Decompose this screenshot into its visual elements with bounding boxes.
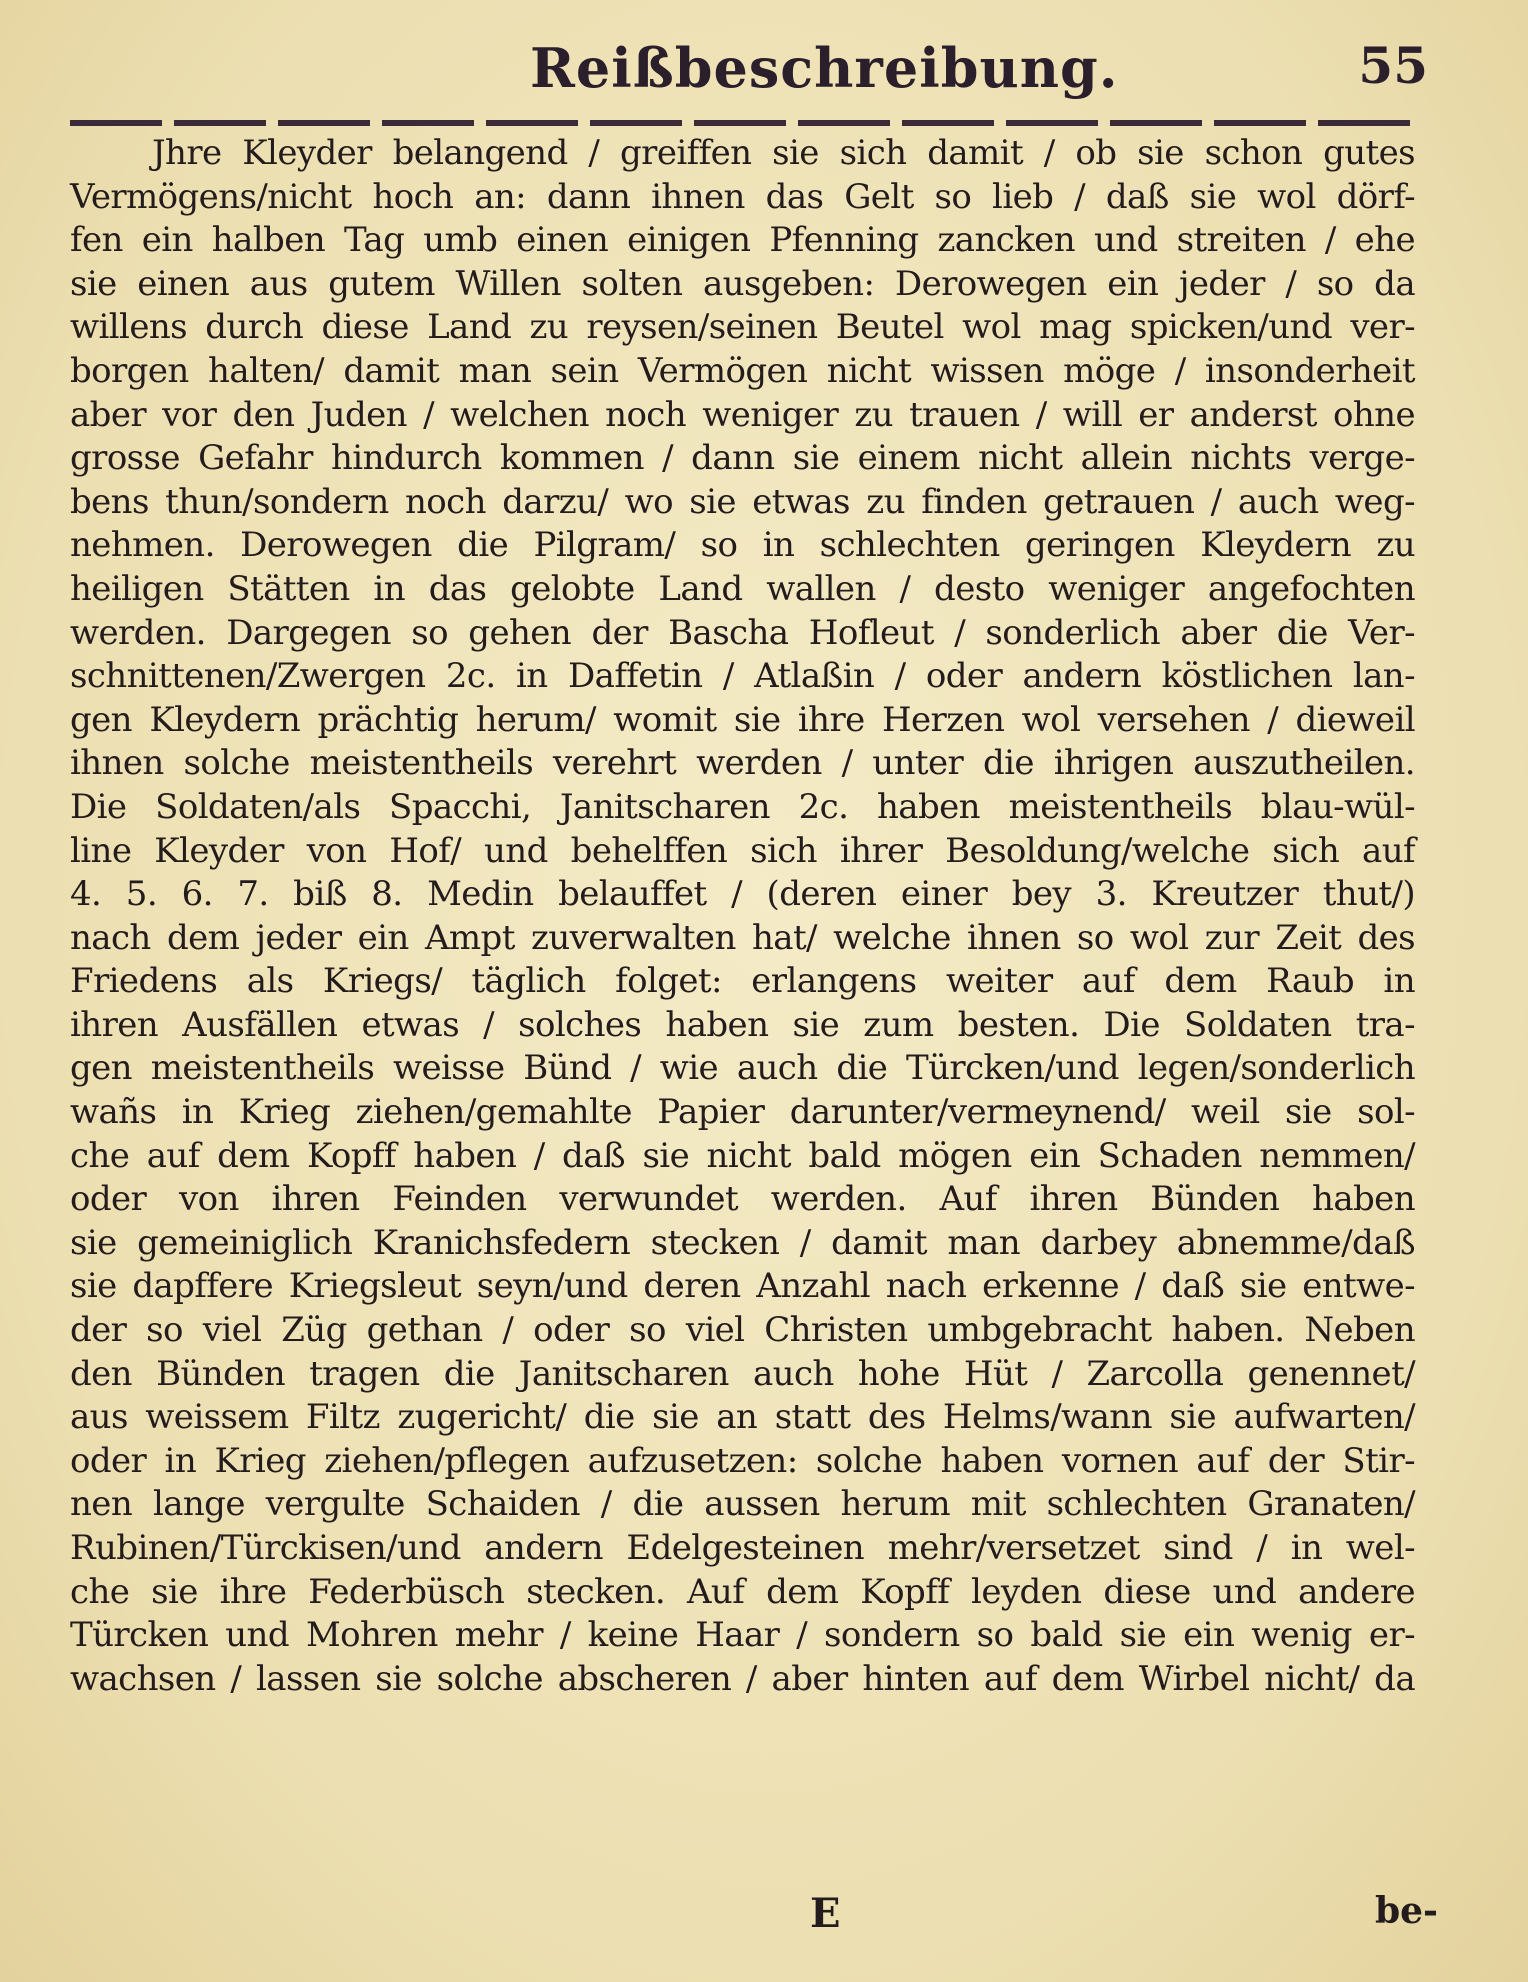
text-line: fen ein halben Tag umb einen einigen Pfenning zancken und streiten / ehe [70, 220, 1415, 261]
text-line: ihren Ausfällen etwas / solches haben sie zum besten. Die Soldaten tra- [70, 1004, 1415, 1045]
text-line: willens durch diese Land zu reysen/seinen Beutel wol mag spicken/und ver- [70, 307, 1415, 348]
running-title: Reißbeschreibung. [530, 36, 1119, 100]
text-line: che auf dem Kopff haben / daß sie nicht bald mögen ein Schaden nemmen/ [70, 1135, 1415, 1176]
text-line: sie einen aus gutem Willen solten ausgeben: Derowegen ein jeder / so da [70, 263, 1415, 304]
text-line: schnittenen/Zwergen 2c. in Daffetin / Atlaßin / oder andern köstlichen lan- [70, 656, 1415, 697]
text-line: nen lange vergulte Schaiden / die aussen herum mit schlechten Granaten/ [70, 1484, 1415, 1525]
text-line: borgen halten/ damit man sein Vermögen nicht wissen möge / insonderheit [70, 350, 1415, 391]
text-line: gen meistentheils weisse Bünd / wie auch die Türcken/und legen/sonderlich [70, 1048, 1415, 1089]
header-rule [70, 120, 1410, 126]
text-line: Vermögens/nicht hoch an: dann ihnen das Gelt so lieb / daß sie wol dörf- [70, 176, 1415, 217]
text-line: heiligen Stätten in das gelobte Land wallen / desto weniger angefochten [70, 568, 1415, 609]
text-line: Türcken und Mohren mehr / keine Haar / sondern so bald sie ein wenig er- [70, 1615, 1415, 1656]
text-line: den Bünden tragen die Janitscharen auch hohe Hüt / Zarcolla genennet/ [70, 1353, 1415, 1394]
text-line: wachsen / lassen sie solche abscheren / aber hinten auf dem Wirbel nicht/ da [70, 1658, 1415, 1699]
text-line: sie gemeiniglich Kranichsfedern stecken / damit man darbey abnemme/daß [70, 1222, 1415, 1263]
text-line: werden. Dargegen so gehen der Bascha Hofleut / sonderlich aber die Ver- [70, 612, 1415, 653]
text-line: aber vor den Juden / welchen noch weniger zu trauen / will er anderst ohne [70, 394, 1415, 435]
text-line: Rubinen/Türckisen/und andern Edelgesteinen mehr/versetzet sind / in wel- [70, 1528, 1415, 1568]
text-line: Die Soldaten/als Spacchi, Janitscharen 2c. haben meistentheils blau-wül- [70, 786, 1415, 827]
text-line: oder von ihren Feinden verwundet werden. Auf ihren Bünden haben [70, 1179, 1415, 1220]
text-line: gen Kleydern prächtig herum/ womit sie ihre Herzen wol versehen / dieweil [70, 699, 1415, 740]
body-text [70, 132, 1415, 1701]
text-line: nach dem jeder ein Ampt zuverwalten hat/ welche ihnen so wol zur Zeit des [70, 917, 1415, 958]
page-header [70, 28, 1458, 118]
text-line: che sie ihre Federbüsch stecken. Auf dem Kopff leyden diese und andere [70, 1571, 1415, 1612]
text-line: Friedens als Kriegs/ täglich folget: erlangens weiter auf dem Raub in [70, 961, 1415, 1002]
text-line: oder in Krieg ziehen/pflegen aufzusetzen: solche haben vornen auf der Stir- [70, 1440, 1415, 1481]
text-line: sie dapffere Kriegsleut seyn/und deren Anzahl nach erkenne / daß sie entwe- [70, 1266, 1415, 1307]
text-line: nehmen. Derowegen die Pilgram/ so in schlechten geringen Kleydern zu [70, 525, 1415, 566]
text-line: wañs in Krieg ziehen/gemahlte Papier darunter/vermeynend/ weil sie sol- [70, 1092, 1415, 1133]
text-line: bens thun/sondern noch darzu/ wo sie etwas zu finden getrauen / auch weg- [70, 481, 1415, 522]
page-number: 55 [1358, 36, 1428, 95]
text-line: 4. 5. 6. 7. biß 8. Medin belauffet / (deren einer bey 3. Kreutzer thut/) [70, 874, 1415, 915]
text-line: line Kleyder von Hof/ und behelffen sich ihrer Besoldung/welche sich auf [70, 830, 1415, 871]
signature-mark: E [810, 1890, 841, 1937]
text-line: der so viel Züg gethan / oder so viel Christen umbgebracht haben. Neben [70, 1310, 1415, 1351]
text-line: ihnen solche meistentheils verehrt werden / unter die ihrigen auszutheilen. [70, 743, 1415, 784]
page-footer [70, 1890, 1458, 1950]
catchword: be- [1374, 1890, 1438, 1932]
text-line: Jhre Kleyder belangend / greiffen sie sich damit / ob sie schon gutes [152, 133, 1415, 173]
text-line: grosse Gefahr hindurch kommen / dann sie einem nicht allein nichts verge- [70, 438, 1415, 479]
text-line: aus weissem Filtz zugericht/ die sie an statt des Helms/wann sie aufwarten/ [70, 1397, 1415, 1438]
